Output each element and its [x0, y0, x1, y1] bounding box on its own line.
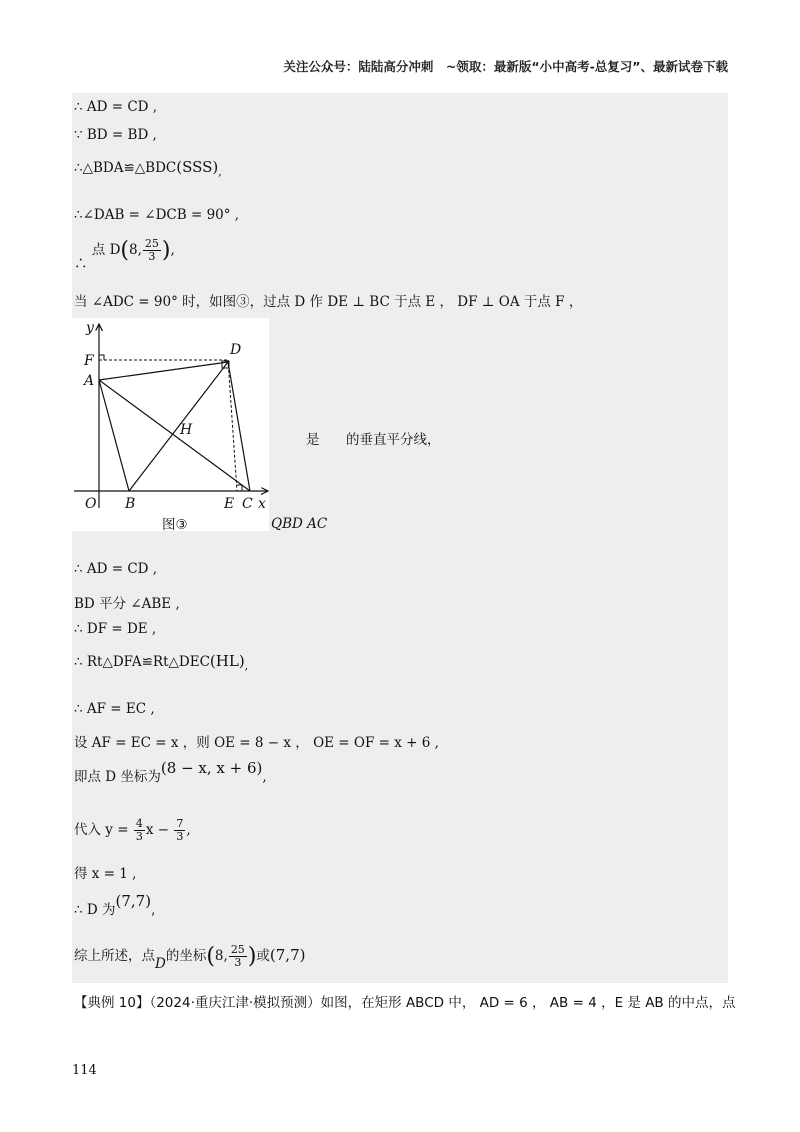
segment-ac	[99, 380, 250, 491]
fraction	[174, 818, 185, 843]
segment-bd	[129, 362, 228, 491]
segment-dc	[228, 362, 250, 491]
text-span: (SSS)	[176, 158, 219, 176]
text-span: D	[155, 956, 166, 972]
text-line	[74, 943, 306, 972]
text-span: x −	[145, 822, 170, 838]
text-line	[74, 818, 191, 843]
text-span: (7,7)	[115, 892, 152, 910]
text-span: (HL)	[209, 652, 245, 670]
segment-ad	[99, 362, 228, 380]
text-span: ∴△BDA≌△BDC	[74, 160, 177, 176]
example-heading: 【典例 10】（2024·重庆江津·模拟预测）如图，在矩形 ABCD 中， AD = 6 ， AB = 4 ，E 是 AB 的中点，点	[74, 995, 736, 1011]
text-line: ∴ DF = DE ,	[74, 621, 157, 637]
paren-close: )	[161, 238, 171, 263]
text-line	[74, 652, 248, 673]
label-f: F	[84, 353, 94, 369]
text-line	[74, 237, 175, 272]
text-span: ,	[244, 659, 249, 673]
paren-close: )	[247, 944, 257, 969]
text-line: BD 平分 ∠ABE ,	[74, 596, 180, 612]
fraction	[134, 818, 145, 843]
text-span: 代入 y =	[74, 822, 129, 838]
segment-ab	[99, 380, 129, 491]
text-span: ,	[151, 902, 156, 918]
text-span: 综上所述，点	[74, 948, 155, 964]
text-span: 的坐标	[165, 948, 207, 964]
text-span: ∴	[74, 256, 88, 272]
text-line: 设 AF = EC = x ，则 OE = 8 − x ， OE = OF = x + 6 ,	[74, 735, 439, 751]
text-line: ∴∠DAB = ∠DCB = 90° ,	[74, 207, 240, 223]
text-line: ∴ AD = CD ,	[74, 99, 158, 115]
label-x: x	[258, 496, 266, 512]
text-line: 当 ∠ADC = 90° 时，如图③，过点 D 作 DE ⊥ BC 于点 E ， DF ⊥ OA 于点 F ，	[74, 294, 583, 310]
text-line	[74, 158, 222, 179]
text-span: (8 − x, x + 6)	[160, 759, 263, 777]
text-span: 是	[306, 432, 320, 448]
fraction-num: 25	[230, 943, 245, 956]
label-o: O	[85, 496, 97, 512]
label-d: D	[230, 342, 242, 358]
fraction-num: 7	[176, 817, 184, 830]
fraction-num: 4	[135, 817, 143, 830]
text-span: 或	[256, 948, 270, 964]
right-angle-f	[99, 355, 104, 360]
dashed-de	[228, 360, 237, 491]
text-span: 8,	[129, 242, 142, 258]
text-line: ∴ AD = CD ,	[74, 561, 158, 577]
label-a: A	[84, 373, 95, 389]
figure-svg	[72, 318, 269, 513]
text-line	[74, 892, 156, 918]
text-span: 点 D	[91, 242, 121, 258]
text-line: ∴ AF = EC ,	[74, 701, 155, 717]
label-h: H	[180, 422, 193, 438]
page-number: 114	[72, 1063, 97, 1078]
fraction-den: 3	[176, 830, 184, 843]
text-span: ,	[170, 242, 175, 258]
figure-caption: 图③	[162, 517, 188, 533]
text-line: 得 x = 1 ,	[74, 866, 137, 882]
solution-block	[72, 93, 728, 983]
text-span: ,	[262, 769, 267, 785]
text-span: ,	[218, 165, 222, 179]
fraction-den: 3	[135, 830, 143, 843]
label-y: y	[86, 320, 94, 336]
paren-open: (	[120, 238, 130, 263]
text-span: 8,	[214, 948, 228, 964]
label-e: E	[224, 496, 235, 512]
text-span: QBD AC	[271, 516, 328, 532]
right-angle-e	[237, 485, 242, 491]
text-span: ∴ D 为	[74, 902, 116, 918]
text-span: ,	[186, 822, 191, 838]
text-span: 的垂直平分线，	[346, 432, 441, 448]
paren-open: (	[206, 944, 215, 969]
fraction-den: 3	[234, 956, 242, 969]
fraction	[143, 238, 161, 263]
text-line: ∵ BD = BD ,	[74, 127, 157, 143]
text-span: ∴ Rt△DFA≌Rt△DEC	[74, 654, 210, 670]
text-span: 即点 D 坐标为	[74, 769, 161, 785]
fraction-num: 25	[144, 237, 159, 250]
geometry-figure	[72, 318, 269, 531]
fraction-den: 3	[148, 250, 156, 263]
label-c: C	[242, 496, 253, 512]
page-header: 关注公众号：陆陆高分冲刺 ~领取：最新版“小中高考-总复习”、最新试卷下载	[283, 59, 728, 74]
fraction	[229, 944, 247, 969]
label-b: B	[125, 496, 136, 512]
text-line	[74, 759, 267, 785]
text-span: (7,7)	[269, 946, 306, 964]
